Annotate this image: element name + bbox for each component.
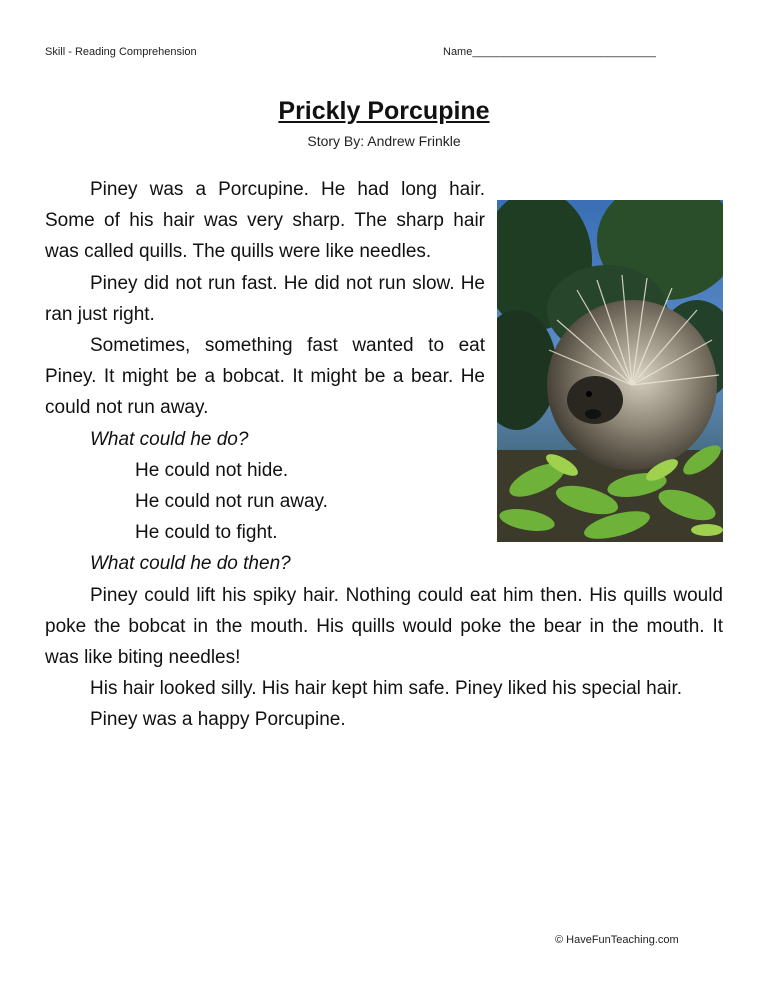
- paragraph: Piney could lift his spiky hair. Nothing could eat him then. His quills would poke the bobcat in the mouth. His quills would poke the bear in the mouth. It was like biting needles!: [45, 584, 723, 669]
- page-title: Prickly Porcupine: [278, 97, 490, 125]
- porcupine-photo: [497, 200, 723, 542]
- list-item: He could not hide.: [135, 459, 289, 481]
- question: What could he do?: [90, 428, 249, 450]
- paragraph: Piney did not run fast. He did not run slow. He ran just right.: [45, 272, 485, 325]
- paragraph: Piney was a happy Porcupine.: [90, 709, 346, 731]
- question: What could he do then?: [90, 553, 291, 575]
- story: [45, 174, 723, 736]
- footer-copyright: © HaveFunTeaching.com: [555, 934, 679, 946]
- header-name-line: Name______________________________: [443, 46, 656, 58]
- byline: Story By: Andrew Frinkle: [307, 133, 461, 149]
- header-skill: Skill - Reading Comprehension: [45, 46, 197, 58]
- paragraph: Sometimes, something fast wanted to eat Piney. It might be a bobcat. It might be a bear. He could not run away.: [45, 335, 485, 419]
- list-item: He could not run away.: [135, 491, 328, 513]
- paragraph: Piney was a Porcupine. He had long hair. Some of his hair was very sharp. The sharp hair was called quills. The quills were like needles.: [45, 179, 485, 263]
- paragraph: His hair looked silly. His hair kept him safe. Piney liked his special hair.: [90, 678, 683, 700]
- list-item: He could to fight.: [135, 522, 278, 544]
